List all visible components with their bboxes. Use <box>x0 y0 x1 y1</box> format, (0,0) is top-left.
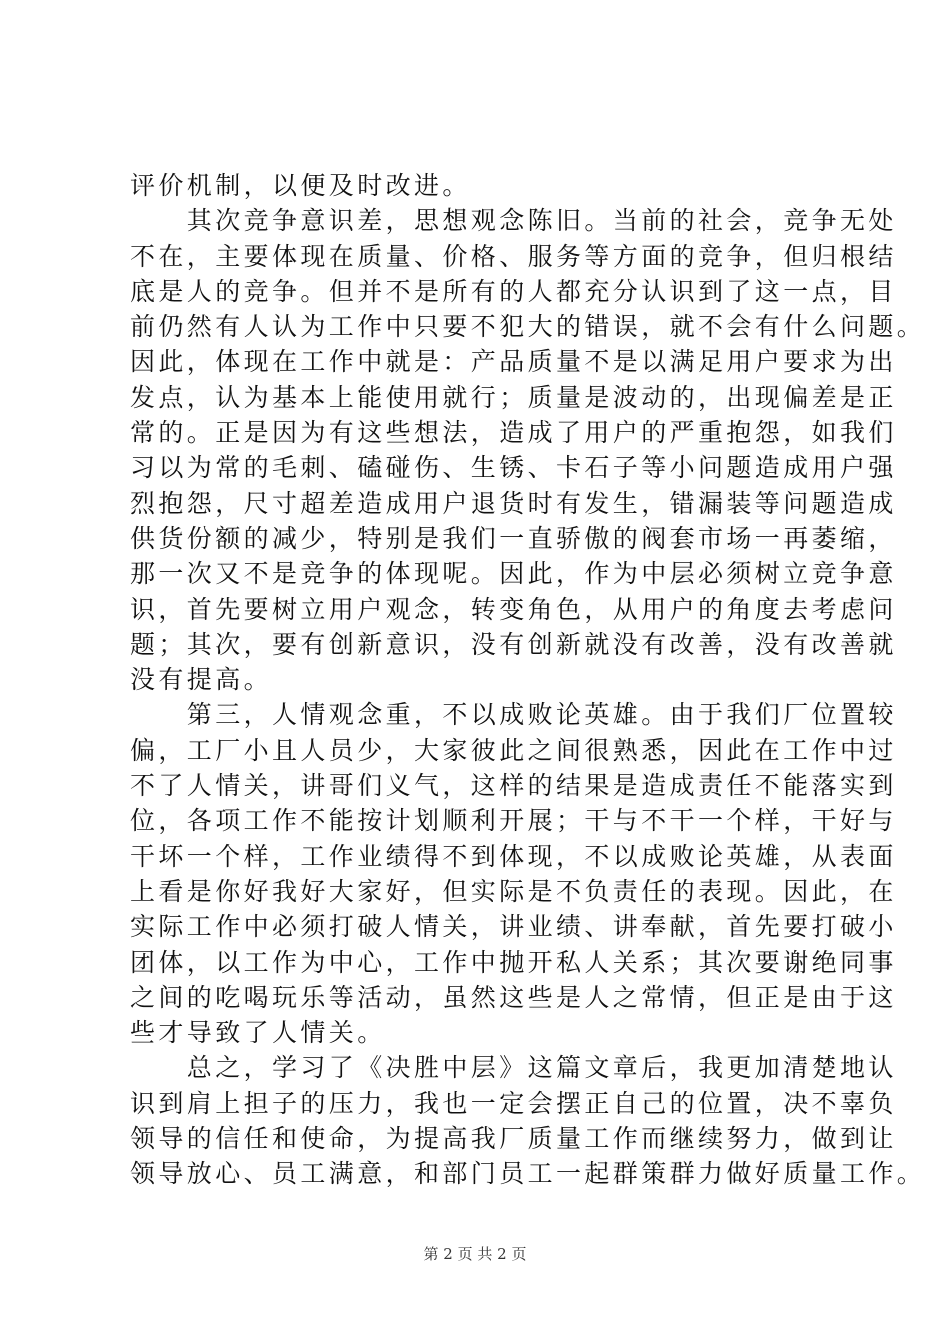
text-line: 识，首先要树立用户观念，转变角色，从用户的角度去考虑问 <box>130 594 897 624</box>
text-line: 题；其次，要有创新意识，没有创新就没有改善，没有改善就 <box>130 629 897 659</box>
text-line: 偏，工厂小且人员少，大家彼此之间很熟悉，因此在工作中过 <box>130 735 897 765</box>
text-line: 干坏一个样，工作业绩得不到体现，不以成败论英雄，从表面 <box>130 841 897 871</box>
text-line: 那一次又不是竞争的体现呢。因此，作为中层必须树立竞争意 <box>130 559 897 589</box>
text-line: 评价机制，以便及时改进。 <box>130 171 471 200</box>
text-line: 上看是你好我好大家好，但实际是不负责任的表现。因此，在 <box>130 876 897 906</box>
text-line: 总之，学习了《决胜中层》这篇文章后，我更加清楚地认 <box>130 1053 897 1083</box>
text-line: 不了人情关，讲哥们义气，这样的结果是造成责任不能落实到 <box>130 771 897 801</box>
text-line: 因此，体现在工作中就是：产品质量不是以满足用户要求为出 <box>130 347 897 377</box>
text-line: 团体，以工作为中心，工作中抛开私人关系；其次要谢绝同事 <box>130 947 897 977</box>
text-line: 识到肩上担子的压力，我也一定会摆正自己的位置，决不辜负 <box>130 1088 897 1118</box>
text-line: 烈抱怨，尺寸超差造成用户退货时有发生，错漏装等问题造成 <box>130 488 897 518</box>
text-line: 位，各项工作不能按计划顺利开展；干与不干一个样，干好与 <box>130 806 897 836</box>
text-line: 没有提高。 <box>130 665 273 695</box>
text-line: 些才导致了人情关。 <box>130 1018 386 1048</box>
text-line: 前仍然有人认为工作中只要不犯大的错误，就不会有什么问题。 <box>130 312 926 342</box>
text-line: 领导放心、员工满意，和部门员工一起群策群力做好质量工作。 <box>130 1159 926 1189</box>
text-line: 发点，认为基本上能使用就行；质量是波动的，出现偏差是正 <box>130 382 897 412</box>
text-line: 实际工作中必须打破人情关，讲业绩、讲奉献，首先要打破小 <box>130 912 897 942</box>
text-line: 之间的吃喝玩乐等活动，虽然这些是人之常情，但正是由于这 <box>130 982 897 1012</box>
text-line: 领导的信任和使命，为提高我厂质量工作而继续努力，做到让 <box>130 1124 897 1154</box>
text-line: 不在，主要体现在质量、价格、服务等方面的竞争，但归根结 <box>130 241 897 271</box>
text-line: 习以为常的毛刺、磕碰伤、生锈、卡石子等小问题造成用户强 <box>130 453 897 483</box>
page-footer: 第 2 页 共 2 页 <box>423 1245 527 1263</box>
text-line: 其次竞争意识差，思想观念陈旧。当前的社会，竞争无处 <box>130 206 897 236</box>
body-text <box>130 168 926 1192</box>
text-line: 供货份额的减少，特别是我们一直骄傲的阀套市场一再萎缩， <box>130 523 897 553</box>
text-line: 第三，人情观念重，不以成败论英雄。由于我们厂位置较 <box>130 700 897 730</box>
text-line: 常的。正是因为有这些想法，造成了用户的严重抱怨，如我们 <box>130 418 897 448</box>
text-line: 底是人的竞争。但并不是所有的人都充分认识到了这一点，目 <box>130 276 897 306</box>
